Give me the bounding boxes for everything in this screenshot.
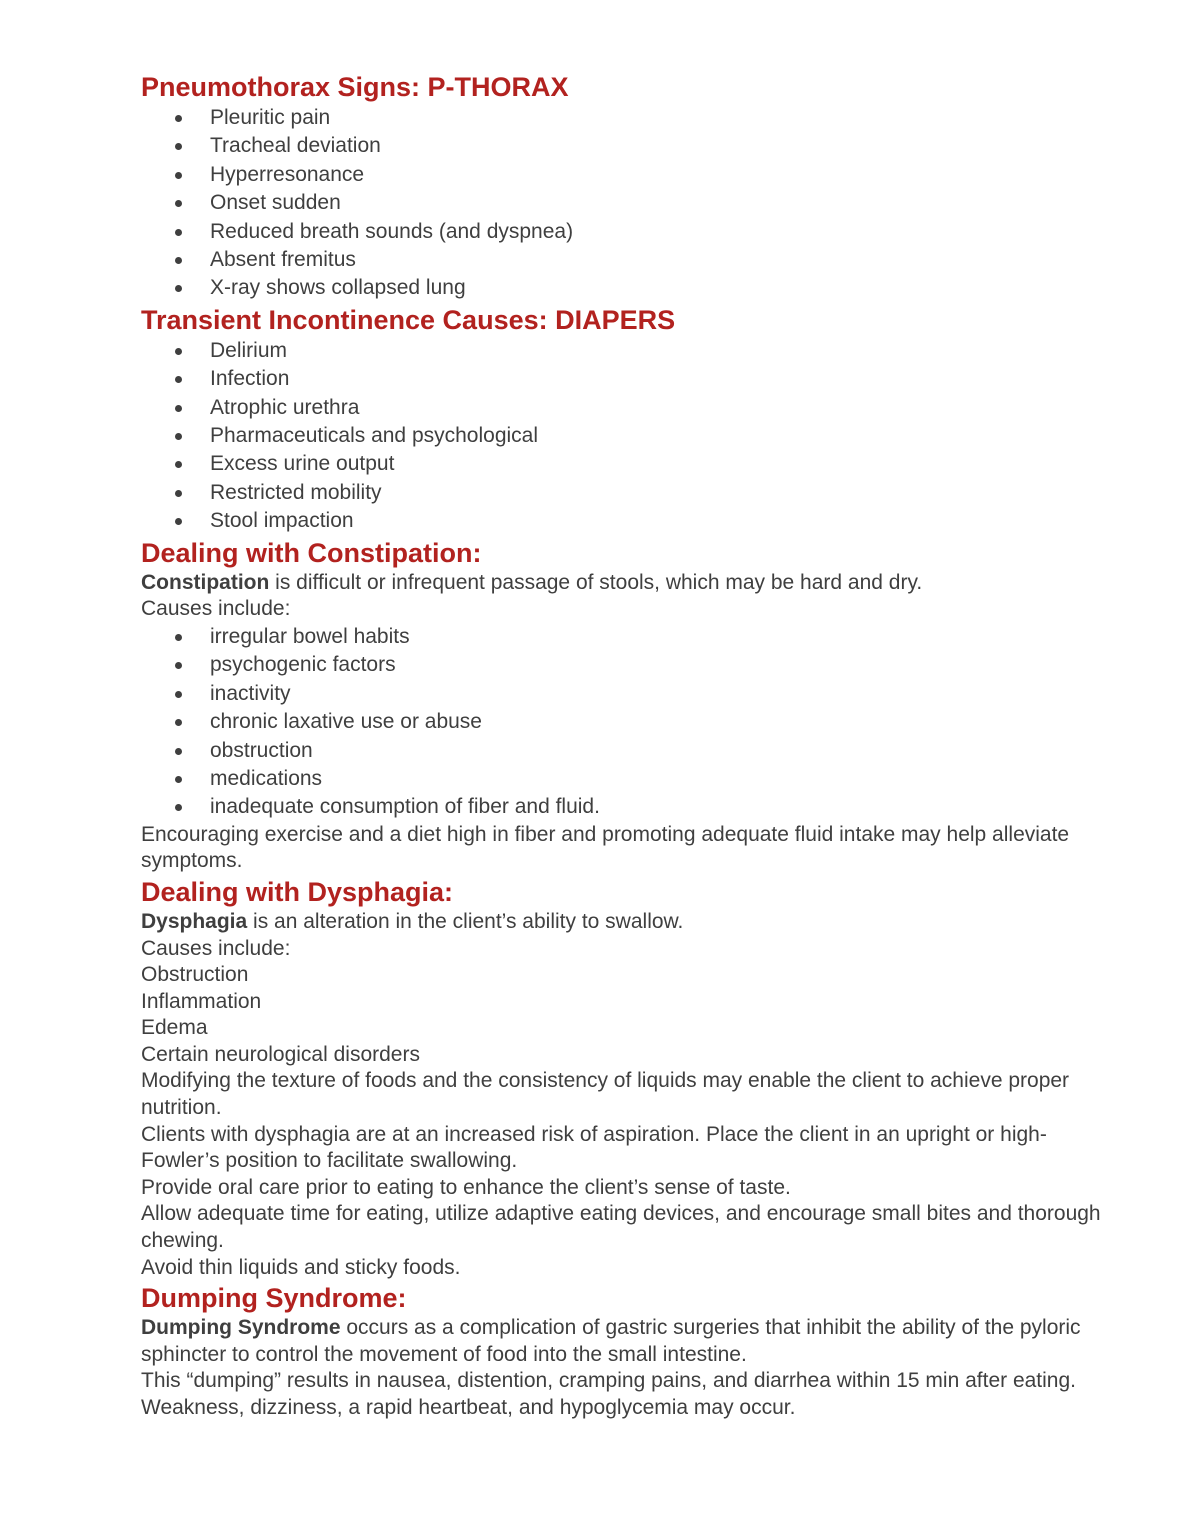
definition-text: occurs as a complication of gastric surgeries that inhibit the ability of the pyloric sphincter to control the movement of food into the small intestine.	[141, 1316, 1081, 1366]
list-item: inadequate consumption of fiber and fluid.	[141, 793, 1101, 821]
cause-line: Certain neurological disorders	[141, 1042, 420, 1066]
cause-line: Inflammation	[141, 989, 262, 1013]
list-item: Stool impaction	[141, 507, 1101, 535]
heading-incontinence: Transient Incontinence Causes: DIAPERS	[141, 304, 676, 335]
list-item: Pharmaceuticals and psychological	[141, 422, 1101, 450]
dumping-note: This “dumping” results in nausea, distention, cramping pains, and diarrhea within 15 min after eating.	[141, 1369, 1077, 1393]
constipation-causes-list	[141, 623, 1101, 822]
term-dysphagia: Dysphagia	[141, 909, 248, 933]
definition-text: is difficult or infrequent passage of stools, which may be hard and dry.	[269, 570, 923, 594]
list-item: medications	[141, 765, 1101, 793]
cause-line: Obstruction	[141, 963, 249, 987]
term-constipation: Constipation	[141, 570, 270, 594]
definition-text: is an alteration in the client’s ability to swallow.	[247, 909, 684, 933]
list-item: inactivity	[141, 680, 1101, 708]
list-item: Excess urine output	[141, 450, 1101, 478]
incontinence-list	[141, 337, 1101, 536]
constipation-closing: Encouraging exercise and a diet high in fiber and promoting adequate fluid intake may help alleviate symptoms.	[141, 822, 1070, 873]
list-item: Absent fremitus	[141, 246, 1101, 274]
list-item: Pleuritic pain	[141, 104, 1101, 132]
list-item: Restricted mobility	[141, 479, 1101, 507]
list-item: X-ray shows collapsed lung	[141, 274, 1101, 302]
heading-constipation: Dealing with Constipation:	[141, 537, 482, 568]
list-item: Infection	[141, 365, 1101, 393]
list-item: psychogenic factors	[141, 651, 1101, 679]
dysphagia-definition	[141, 909, 1101, 936]
list-item: Delirium	[141, 337, 1101, 365]
list-item: Hyperresonance	[141, 161, 1101, 189]
list-item: Reduced breath sounds (and dyspnea)	[141, 218, 1101, 246]
list-item: obstruction	[141, 737, 1101, 765]
dysphagia-note: Modifying the texture of foods and the consistency of liquids may enable the client to achieve proper nutrition.	[141, 1069, 1070, 1120]
dumping-note: Weakness, dizziness, a rapid heartbeat, and hypoglycemia may occur.	[141, 1396, 796, 1419]
heading-dysphagia: Dealing with Dysphagia:	[141, 876, 454, 907]
pneumothorax-list	[141, 104, 1101, 303]
list-item: chronic laxative use or abuse	[141, 708, 1101, 736]
list-item: Tracheal deviation	[141, 132, 1101, 160]
list-item: Onset sudden	[141, 189, 1101, 217]
causes-label: Causes include:	[141, 597, 291, 621]
term-dumping-syndrome: Dumping Syndrome	[141, 1316, 341, 1340]
constipation-definition	[141, 570, 1101, 597]
dumping-definition	[141, 1315, 1101, 1368]
dysphagia-note: Avoid thin liquids and sticky foods.	[141, 1255, 461, 1279]
list-item: irregular bowel habits	[141, 623, 1101, 651]
document-page	[141, 70, 1101, 1422]
heading-pneumothorax: Pneumothorax Signs: P-THORAX	[141, 72, 569, 102]
cause-line: Edema	[141, 1016, 208, 1040]
causes-label: Causes include:	[141, 936, 291, 960]
dysphagia-note: Clients with dysphagia are at an increased risk of aspiration. Place the client in an upright or high-Fowler’s position to facilitate swallowing.	[141, 1122, 1047, 1173]
dysphagia-note: Allow adequate time for eating, utilize adaptive eating devices, and encourage small bites and thorough chewing.	[141, 1202, 1101, 1253]
list-item: Atrophic urethra	[141, 394, 1101, 422]
heading-dumping-syndrome: Dumping Syndrome:	[141, 1283, 407, 1314]
dysphagia-note: Provide oral care prior to eating to enhance the client’s sense of taste.	[141, 1175, 791, 1199]
